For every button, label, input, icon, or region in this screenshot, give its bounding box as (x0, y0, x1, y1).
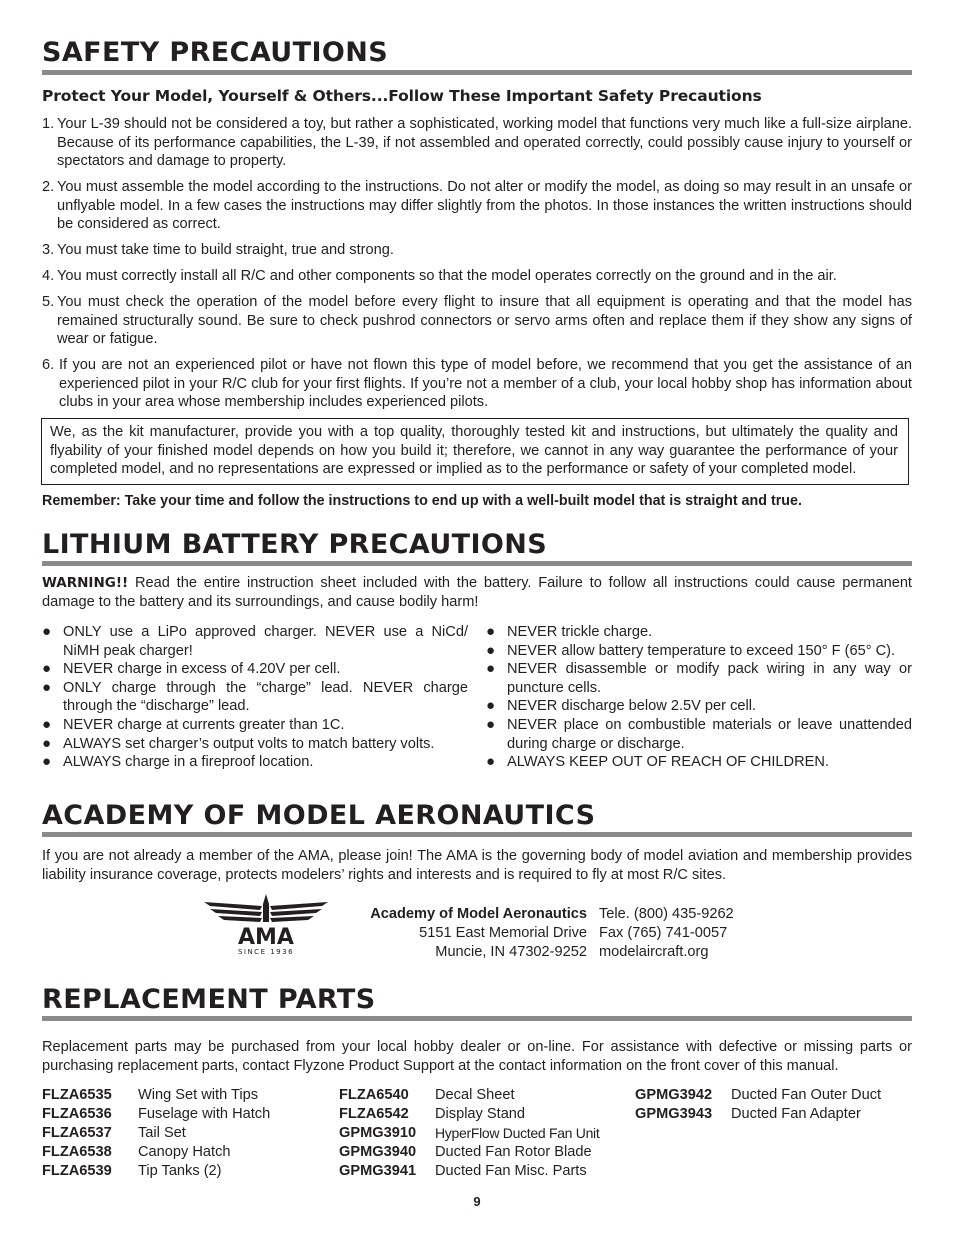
safety-item-3 (42, 241, 912, 260)
bullet-text: ONLY use a LiPo approved charger. NEVER use a NiCd/ NiMH peak charger! (63, 624, 468, 659)
part-row (42, 1105, 270, 1124)
safety-item-5 (42, 293, 912, 349)
bullet-dot-icon: ● (486, 623, 496, 640)
bullet-text: ONLY charge through the “charge” lead. NEVER charge through the “discharge” lead. (63, 679, 468, 715)
part-code: FLZA6542 (339, 1106, 409, 1122)
part-code: FLZA6535 (42, 1087, 112, 1103)
list-item (486, 753, 912, 772)
list-item (42, 660, 468, 679)
bullet-dot-icon: ● (42, 715, 52, 733)
part-row (339, 1124, 599, 1143)
warning-label: WARNING!! (42, 575, 129, 591)
bullet-dot-icon: ● (42, 678, 52, 696)
parts-column-2 (339, 1086, 599, 1181)
ama-street: 5151 East Memorial Drive (419, 925, 587, 942)
list-item (486, 642, 912, 661)
part-code: GPMG3943 (635, 1106, 713, 1122)
part-code: FLZA6540 (339, 1087, 409, 1103)
ama-org-name: Academy of Model Aeronautics (370, 906, 587, 922)
parts-column-3 (635, 1086, 881, 1124)
part-code: FLZA6538 (42, 1144, 112, 1160)
part-code: GPMG3942 (635, 1087, 713, 1103)
item-text: If you are not an experienced pilot or have not flown this type of model before, we recommend that you get the assistance of an experienced pilot in your R/C club for your first flights. If you’re not a member of a club, your local hobby shop has information about clubs in your area whose membership includes experienced pilots. (59, 357, 912, 411)
part-code: FLZA6536 (42, 1106, 112, 1122)
part-code: GPMG3910 (339, 1125, 417, 1141)
ama-phone: Tele. (800) 435-9262 (599, 906, 734, 922)
safety-rule (42, 70, 912, 75)
list-item (486, 623, 912, 642)
ama-fax: Fax (765) 741-0057 (599, 925, 728, 942)
item-text: Your L-39 should not be considered a toy, but rather a sophisticated, working model that functions very much like a full-size airplane. Because of its performance capabilities, the L-39, if not assembled and operated correctly, could possibly cause injury to yourself or spectators and damage to property. (57, 116, 912, 170)
safety-item-6 (42, 356, 912, 412)
list-item (486, 697, 912, 716)
warning-text: Read the entire instruction sheet included with the battery. Failure to follow all instructions could cause permanent damage to the battery and its surroundings, and cause bodily harm! (42, 575, 912, 610)
bullet-list-left (42, 623, 468, 772)
part-code: GPMG3940 (339, 1144, 417, 1160)
parts-rule (42, 1016, 912, 1021)
safety-subtitle: Protect Your Model, Yourself & Others...Follow These Important Safety Precautions (42, 87, 762, 105)
safety-heading: SAFETY PRECAUTIONS (42, 37, 389, 68)
ama-address-block (340, 905, 587, 963)
part-row (339, 1086, 599, 1105)
safety-item-2 (42, 178, 912, 234)
safety-item-1 (42, 115, 912, 171)
remember-note: Remember: Take your time and follow the instructions to end up with a well-built model that is straight and true. (42, 493, 802, 509)
part-name: Canopy Hatch (138, 1144, 231, 1160)
lithium-rule (42, 561, 912, 566)
bullet-text: ALWAYS charge in a fireproof location. (63, 754, 314, 771)
item-number: 1. (42, 116, 55, 132)
ama-city: Muncie, IN 47302-9252 (435, 944, 587, 961)
item-text: You must assemble the model according to the instructions. Do not alter or modify the model, as doing so may result in an unsafe or unflyable model. In a few cases the instructions may differ slightly from the photos. In those instances the written instructions should be considered as correct. (57, 179, 912, 233)
ama-logo-since: SINCE 1936 (237, 948, 295, 956)
bullet-dot-icon: ● (486, 697, 496, 715)
part-name: Ducted Fan Adapter (731, 1106, 861, 1122)
parts-heading: REPLACEMENT PARTS (42, 984, 376, 1015)
part-name: Ducted Fan Misc. Parts (435, 1163, 587, 1179)
part-name: Tip Tanks (2) (138, 1163, 222, 1179)
part-row (635, 1105, 881, 1124)
bullet-dot-icon: ● (486, 715, 496, 733)
part-name: Ducted Fan Rotor Blade (435, 1144, 592, 1160)
bullet-dot-icon: ● (486, 660, 496, 678)
item-text: You must take time to build straight, true and strong. (57, 242, 394, 258)
part-name: Decal Sheet (435, 1087, 515, 1103)
list-item (486, 660, 912, 697)
bullet-dot-icon: ● (42, 753, 52, 771)
ama-rule (42, 832, 912, 837)
part-row (42, 1162, 270, 1181)
warning-paragraph (42, 574, 912, 611)
list-item (42, 753, 468, 772)
ama-wings-icon (202, 892, 330, 958)
part-row (635, 1086, 881, 1105)
part-row (42, 1143, 270, 1162)
list-item (42, 716, 468, 735)
part-name: Display Stand (435, 1106, 526, 1122)
ama-website: modelaircraft.org (599, 944, 709, 961)
part-name: Tail Set (138, 1125, 186, 1141)
part-name: Wing Set with Tips (138, 1087, 259, 1103)
item-number: 5. (42, 294, 55, 310)
disclaimer-box: We, as the kit manufacturer, provide you with a top quality, thoroughly tested kit and instructions, but ultimately the quality and flyability of your finished model depends on how you build it; therefore, we cannot in any way guarantee the performance of your completed model, and no representations are expressed or implied as to the performance or safety of your completed model. (41, 418, 909, 485)
bullet-text: ALWAYS KEEP OUT OF REACH OF CHILDREN. (507, 754, 829, 771)
safety-item-4 (42, 267, 912, 286)
list-item (42, 735, 468, 754)
list-item (42, 623, 468, 660)
part-code: GPMG3941 (339, 1163, 417, 1179)
bullet-text: NEVER disassemble or modify pack wiring in any way or puncture cells. (507, 661, 912, 696)
part-row (42, 1124, 270, 1143)
page-number: 9 (473, 1194, 481, 1209)
bullet-dot-icon: ● (486, 753, 496, 771)
lithium-heading: LITHIUM BATTERY PRECAUTIONS (42, 529, 548, 560)
part-row (339, 1105, 599, 1124)
list-item (486, 716, 912, 753)
item-number: 2. (42, 179, 55, 195)
part-name: Fuselage with Hatch (138, 1106, 271, 1122)
part-code: FLZA6537 (42, 1125, 112, 1141)
bullet-dot-icon: ● (42, 660, 52, 678)
item-number: 3. (42, 242, 55, 258)
part-code: FLZA6539 (42, 1163, 112, 1179)
part-name: Ducted Fan Outer Duct (731, 1087, 882, 1103)
bullet-dot-icon: ● (42, 734, 52, 752)
item-number: 4. (42, 268, 55, 284)
ama-contact-block (599, 905, 734, 963)
bullet-dot-icon: ● (486, 641, 496, 659)
bullet-list-right (486, 623, 912, 772)
bullet-text: NEVER charge in excess of 4.20V per cell. (63, 661, 341, 678)
part-name: HyperFlow Ducted Fan Unit (435, 1125, 600, 1141)
bullet-text: NEVER trickle charge. (507, 624, 653, 640)
bullet-text: ALWAYS set charger’s output volts to match battery volts. (63, 735, 435, 752)
part-row (339, 1143, 599, 1162)
part-row (42, 1086, 270, 1105)
parts-column-1 (42, 1086, 270, 1181)
part-row (339, 1162, 599, 1181)
bullet-text: NEVER allow battery temperature to exceed 150° F (65° C). (507, 642, 896, 659)
list-item (42, 679, 468, 716)
bullet-text: NEVER discharge below 2.5V per cell. (507, 698, 757, 715)
ama-paragraph: If you are not already a member of the AMA, please join! The AMA is the governing body of model aviation and membership provides liability insurance coverage, protects modelers’ rights and interests and is required to fly at most R/C sites. (42, 848, 912, 883)
ama-logo (202, 892, 330, 958)
item-number: 6. (42, 357, 55, 373)
ama-heading: ACADEMY OF MODEL AERONAUTICS (42, 800, 596, 831)
bullet-dot-icon: ● (42, 623, 52, 640)
item-text: You must correctly install all R/C and other components so that the model operates correctly on the ground and in the air. (57, 268, 837, 284)
bullet-text: NEVER place on combustible materials or leave unattended during charge or discharge. (507, 716, 912, 752)
ama-logo-text: AMA (238, 925, 294, 950)
item-text: You must check the operation of the model before every flight to insure that all equipment is operating and that the model has remained structurally sound. Be sure to check pushrod connectors or servo arms often and replace them if they show any signs of wear or fatigue. (57, 294, 912, 348)
bullet-text: NEVER charge at currents greater than 1C. (63, 716, 345, 733)
parts-intro: Replacement parts may be purchased from your local hobby dealer or on-line. For assistance with defective or missing parts or purchasing replacement parts, contact Flyzone Product Support at the contact information on the front cover of this manual. (42, 1039, 912, 1074)
